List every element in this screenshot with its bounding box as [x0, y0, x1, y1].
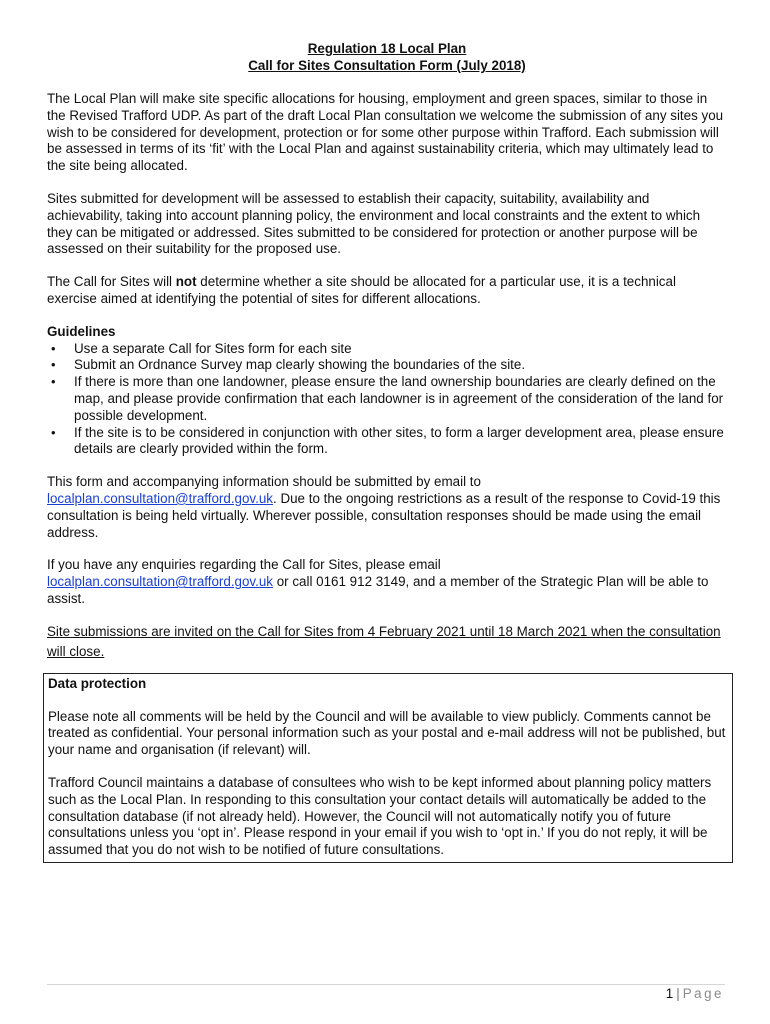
guideline-item: • If there is more than one landowner, please ensure the land ownership boundaries are clearly defined on the map, and please provide confirmation that each landowner is in agreement of the consideration of the land for possible development.: [74, 374, 727, 424]
footer-divider: [47, 984, 725, 985]
submission-email-link[interactable]: localplan.consultation@trafford.gov.uk: [47, 490, 273, 506]
guideline-item: • Submit an Ordnance Survey map clearly showing the boundaries of the site.: [74, 357, 727, 374]
guideline-item: • Use a separate Call for Sites form for each site: [74, 341, 727, 358]
data-protection-box: [43, 673, 733, 863]
intro-paragraph-3-end: determine whether a site should be allocated for a particular use, it is a technical exercise aimed at identifying the potential of sites for different allocations.: [47, 274, 676, 306]
page-number: 1: [665, 986, 674, 1001]
intro-paragraph-3-emphasis: not: [175, 274, 197, 290]
document-title-line-2: Call for Sites Consultation Form (July 2018): [248, 58, 526, 73]
enquiries-email-link[interactable]: localplan.consultation@trafford.gov.uk: [47, 574, 273, 590]
enquiries-paragraph: [47, 557, 727, 607]
intro-paragraph-3-start: The Call for Sites will: [47, 274, 176, 290]
enquiries-text-start: If you have any enquiries regarding the Call for Sites, please email: [47, 557, 441, 573]
document-title-line-1: Regulation 18 Local Plan: [307, 41, 467, 56]
guidelines-list: [47, 341, 727, 459]
enquiries-text-end: or call 0161 912 3149, and a member of the Strategic Plan will be able to assist.: [47, 574, 709, 606]
document-page: [47, 40, 727, 863]
submission-text-end: . Due to the ongoing restrictions as a result of the response to Covid-19 this consultation is being held virtually. Wherever possible, consultation responses should be made using the email address.: [47, 490, 721, 540]
page-footer: [666, 986, 724, 1001]
data-protection-paragraph-2: Trafford Council maintains a database of consultees who wish to be kept informed about planning policy matters such as the Local Plan. In responding to this consultation your contact details will automatically be added to the consultation database (if not already held). However, the Council will not automatically notify you of future consultations unless you ‘opt in’. Please respond in your email if you wish to ‘opt in.’ If you do not reply, it will be assumed that you do not wish to be notified of future consultations.: [48, 774, 712, 858]
submission-paragraph: [47, 474, 727, 541]
guideline-item: • If the site is to be considered in conjunction with other sites, to form a larger development area, please ensure details are clearly provided within the form.: [74, 425, 727, 459]
intro-paragraph-1: The Local Plan will make site specific allocations for housing, employment and green spaces, similar to those in the Revised Trafford UDP. As part of the draft Local Plan consultation we welcome the submission of any sites you wish to be considered for development, protection or for some other purpose within Trafford. Each submission will be assessed in terms of its ‘fit’ with the Local Plan and against sustainability criteria, which may ultimately lead to the site being allocated.: [47, 91, 724, 174]
guidelines-heading: Guidelines: [47, 323, 116, 339]
page-label: Page: [682, 986, 724, 1001]
page-separator: |: [676, 986, 680, 1001]
data-protection-heading: Data protection: [48, 675, 147, 691]
submission-window-notice: Site submissions are invited on the Call for Sites from 4 February 2021 until 18 March 2021 when the consultation will close.: [47, 623, 721, 659]
intro-paragraph-2: Sites submitted for development will be assessed to establish their capacity, suitability, availability and achievability, taking into account planning policy, the environment and local constraints and the extent to which they can be mitigated or addressed. Sites submitted to be considered for protection or another purpose will be assessed on their suitability for the proposed use.: [47, 190, 701, 257]
intro-paragraph-3: [47, 274, 727, 308]
data-protection-paragraph-1: Please note all comments will be held by the Council and will be available to view publicly. Comments cannot be treated as confidential. Your personal information such as your postal and e-mail address will not be published, but your name and organisation (if relevant) will.: [48, 708, 726, 758]
submission-text-start: This form and accompanying information should be submitted by email to: [47, 474, 481, 490]
